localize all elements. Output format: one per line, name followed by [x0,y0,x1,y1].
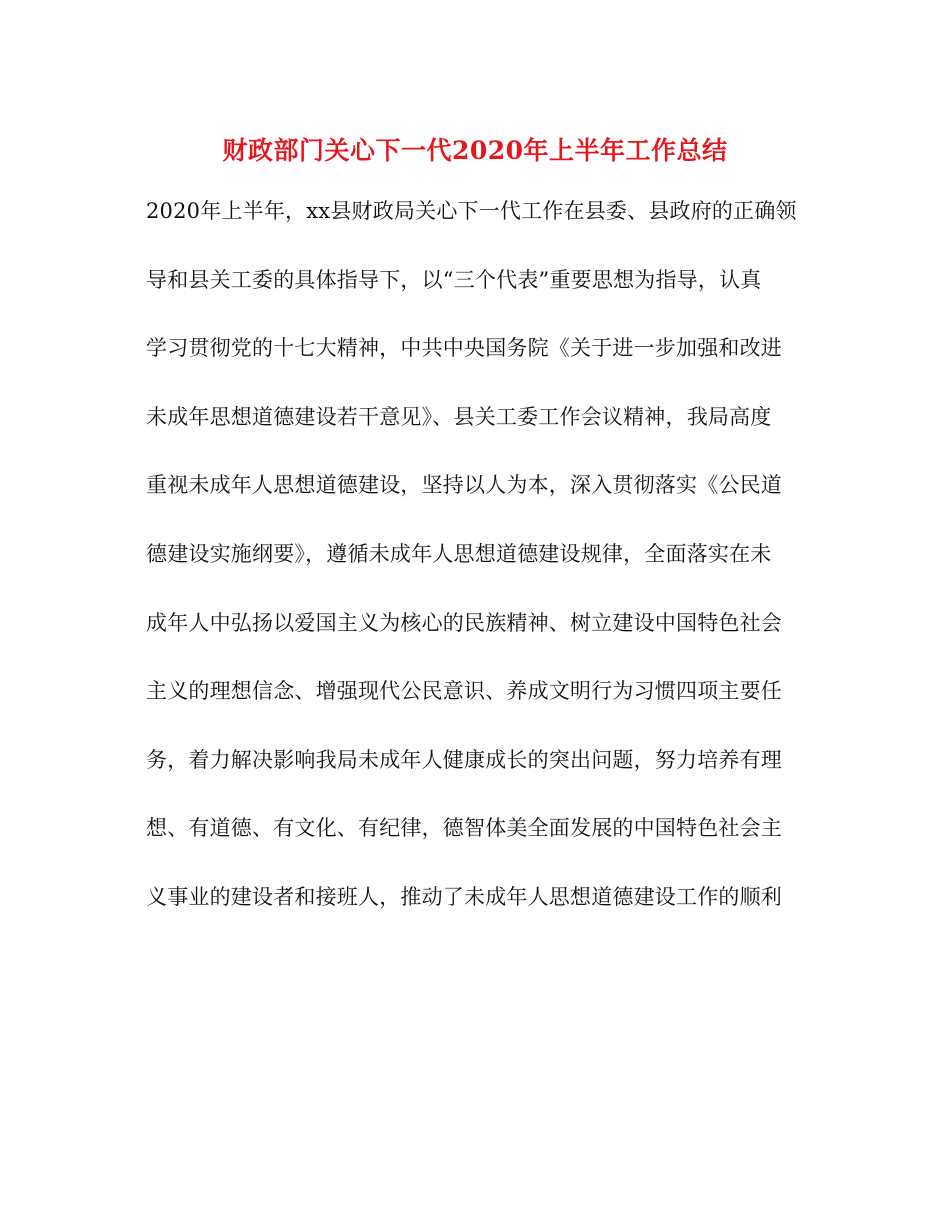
body-line-7: 成年人中弘扬以爱国主义为核心的民族精神、树立建设中国特色社会 [146,610,782,635]
document-title: 财政部门关心下一代2020年上半年工作总结 [222,136,728,165]
body-line-6: 德建设实施纲要》，遵循未成年人思想道德建设规律，全面落实在未 [146,541,772,566]
body-line-5: 重视未成年人思想道德建设，坚持以人为本，深入贯彻落实《公民道 [146,473,782,498]
body-line-10: 想、有道德、有文化、有纪律，德智体美全面发展的中国特色社会主 [146,816,782,841]
body-line-2: 导和县关工委的具体指导下，以“三个代表”重要思想为指导，认真 [146,267,762,292]
body-line-4: 未成年思想道德建设若干意见》、县关工委工作会议精神，我局高度 [146,404,772,429]
body-line-1: 2020年上半年，xx县财政局关心下一代工作在县委、县政府的正确领 [146,199,797,223]
body-line-3: 学习贯彻党的十七大精神，中共中央国务院《关于进一步加强和改进 [146,336,782,361]
body-line-11: 义事业的建设者和接班人，推动了未成年人思想道德建设工作的顺利 [146,884,782,909]
document-body [146,196,816,951]
body-line-8: 主义的理想信念、增强现代公民意识、养成文明行为习惯四项主要任 [146,679,782,704]
body-line-9: 务，着力解决影响我局未成年人健康成长的突出问题，努力培养有理 [146,747,782,772]
